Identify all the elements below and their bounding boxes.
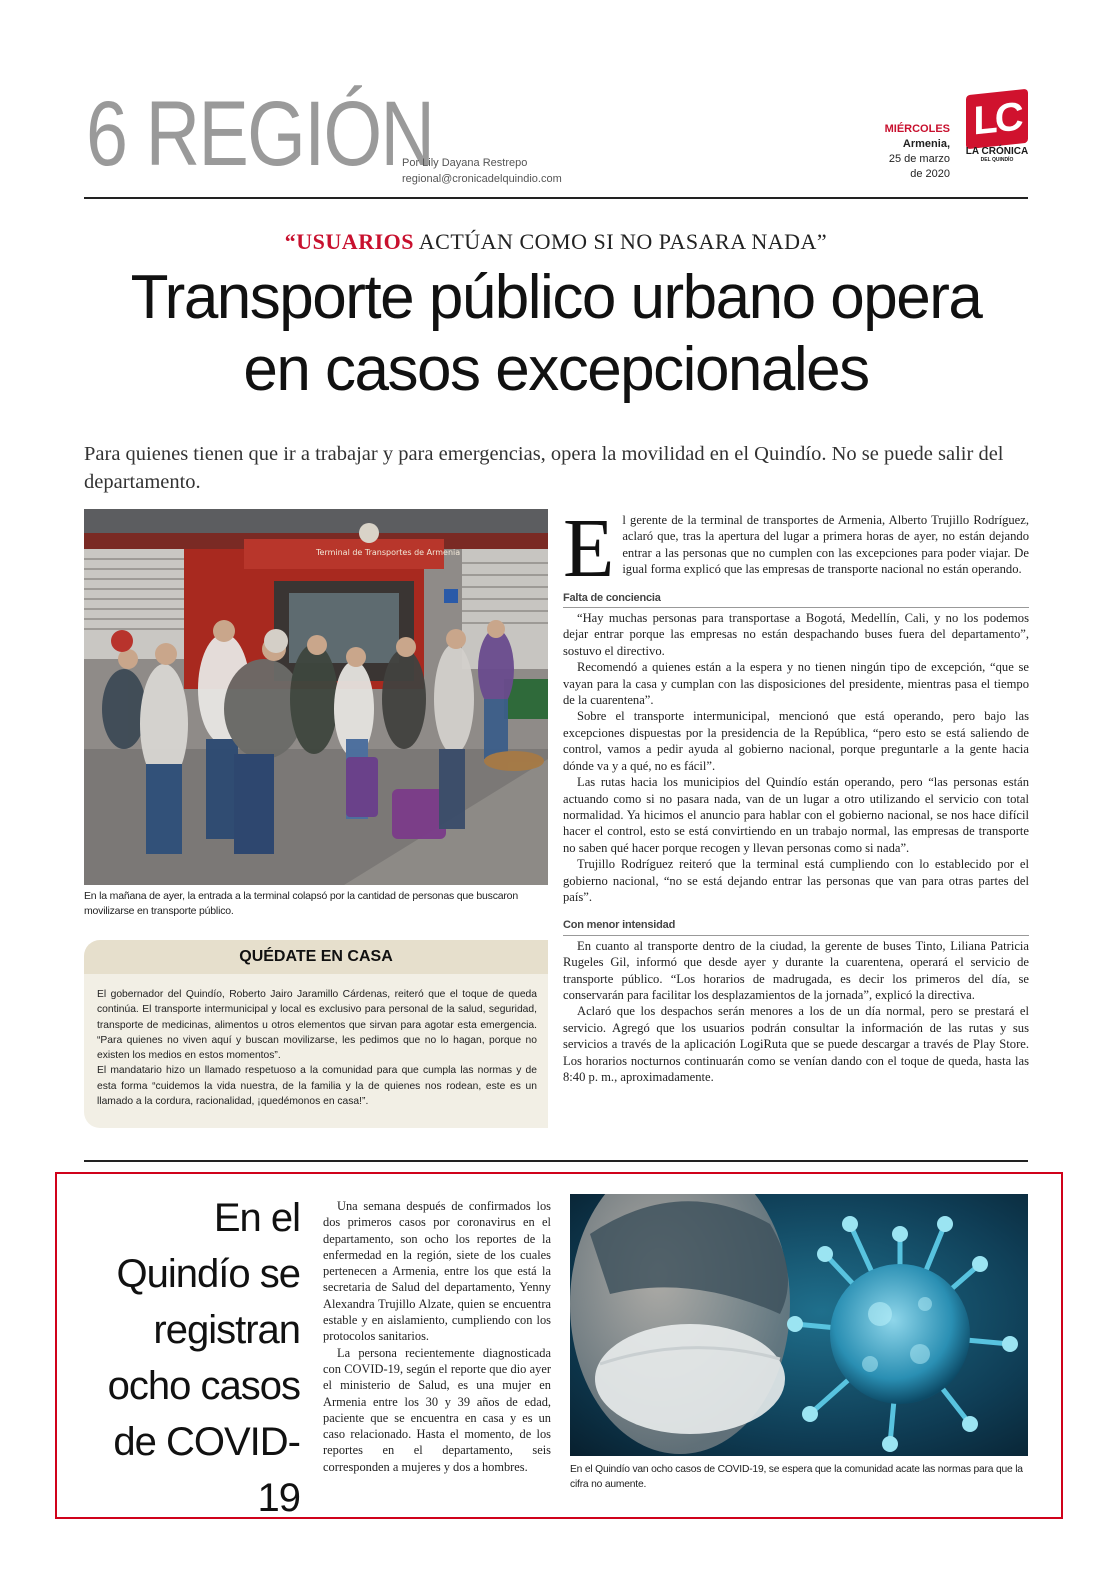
article-body	[563, 502, 1029, 1085]
article-paragraph: Aclaró que los despachos serán menores a los de un día normal, pero se prestará el servicio. Agregó que los usuarios podrán consultar la información de las rutas y sus servicios a través de la aplicación LogiRuta que se puede descargar a través de Play Store. Los horarios nocturnos continuarán como se venían dando con el toque de queda, hasta las 8:40 p. m., aproximadamente.	[563, 1004, 1029, 1084]
covid-photo	[570, 1194, 1028, 1456]
photo-sign-text: Terminal de Transportes de Armenia	[316, 548, 461, 557]
second-story-body	[323, 1198, 551, 1475]
photo-caption: En la mañana de ayer, la entrada a la terminal colapsó por la cantidad de personas que buscaron movilizarse en transporte público.	[84, 890, 518, 917]
second-story-paragraph: La persona recientemente diagnosticada con COVID-19, según el reporte que dio ayer el ministerio de Salud, es una mujer en Armenia entre los 30 y 39 años de edad, paciente que se encuentra en casa y es un caso relacionado. Hasta el momento, de los reportes en el departamento, seis corresponden a mujeres y dos a hombres.	[323, 1345, 551, 1474]
main-headline	[84, 262, 1028, 406]
kicker	[84, 229, 1028, 255]
logo-name	[962, 147, 1032, 163]
kicker-rest: ACTÚAN COMO SI NO PASARA NADA”	[414, 229, 828, 254]
logo-name-text: LA CRÓNICA	[965, 146, 1029, 157]
headline-line-1: Transporte público urbano opera	[130, 263, 982, 332]
subhead: Con menor intensidad	[563, 917, 1029, 935]
second-headline-line: de COVID-19	[113, 1420, 300, 1520]
page-number: 6	[86, 83, 127, 185]
sidebar-title: QUÉDATE EN CASA	[239, 948, 393, 965]
drop-cap: E	[563, 502, 615, 595]
issue-date-line2: de 2020	[910, 168, 950, 180]
article-paragraph: Recomendó a quienes están a la espera y no tienen ningún tipo de excepción, “que se vayan para la casa y cumplan con las disposiciones del presidente, mientras pasa el tiempo de la cuarentena”.	[563, 660, 1029, 708]
author-name: Por Lily Dayana Restrepo	[402, 157, 528, 169]
terminal-photo	[84, 509, 548, 885]
article-paragraph: Las rutas hacia los municipios del Quindío están operando, pero “las personas están actuando como si no pasara nada, van de un lugar a otro utilizando el servicio con total normalidad. Ya hicimos el anuncio para hablar con el gobierno nacional, se nos hace difícil hacer el control, esto se está convirtiendo en un trabajo normal, las empresas de transporte no saben qué hacer porque recogen y llevan personas como si nada”.	[563, 775, 1029, 855]
logo-mark: LC	[966, 89, 1028, 150]
second-headline-line: En el	[213, 1196, 300, 1240]
second-story-paragraph: Una semana después de confirmados los dos primeros casos por coronavirus en el departamento, son ocho los reportes de la enfermedad en la región, siete de los cuales pertenecen a Armenia, entre los que está la secretaria de Salud del departamento, Yenny Alexandra Trujillo Alzate, quien se encuentra estable y en aislamiento, cumpliendo con los protocolos sanitarios.	[323, 1199, 551, 1344]
sidebar-paragraph: El mandatario hizo un llamado respetuoso a la comunidad para que cumpla las normas y de esta forma “cuidemos la vida nuestra, de la familia y la de quienes nos rodean, este es un llamado a la cordura, racionalidad, ¡quedémonos en casa!”.	[97, 1065, 537, 1108]
issue-date	[880, 122, 950, 182]
byline	[402, 155, 562, 187]
article-lead: l gerente de la terminal de transportes de Armenia, Alberto Trujillo Rodríguez, aclaró que, tras la apertura del lugar a primera horas de ayer, no están dejando entrar a las personas que no cumplen con las excepciones para poder viajar. De igual forma explicó que las empresas de transporte nacional no están operando.	[622, 513, 1029, 577]
second-headline-line: registran	[153, 1308, 300, 1352]
issue-weekday: MIÉRCOLES	[884, 123, 950, 135]
subhead: Falta de conciencia	[563, 590, 1029, 608]
sidebar-paragraph: El gobernador del Quindío, Roberto Jairo Jaramillo Cárdenas, reiteró que el toque de queda continúa. El transporte intermunicipal y local es exclusivo para personal de la salud, seguridad, transporte de medicinas, alimentos u otros elementos que sirvan para agotar esta emergencia. “Para quienes no viven aquí y buscan movilizarse, les pedimos que no lo hagan, porque no existen los medios en estos momentos”.	[97, 989, 537, 1062]
article-paragraph	[563, 502, 1029, 595]
second-headline-line: Quindío se	[116, 1252, 300, 1296]
author-email[interactable]: regional@cronicadelquindio.com	[402, 173, 562, 185]
section-title	[86, 83, 434, 185]
newspaper-logo	[966, 92, 1028, 162]
logo-sub: DEL QUINDÍO	[980, 157, 1014, 163]
deck: Para quienes tienen que ir a trabajar y para emergencias, opera la movilidad en el Quindío. No se puede salir del departamento.	[84, 443, 1004, 493]
section-name: REGIÓN	[145, 83, 434, 185]
issue-city: Armenia,	[902, 138, 950, 150]
article-paragraph: Sobre el transporte intermunicipal, mencionó que está operando, pero bajo las excepciones dispuestas por la presidencia de la República, “pero esto se está saliendo de control, vamos a pedir ayuda al gobierno nacional, porque preguntarle a la gente hacia dónde va y a qué, no es fácil”.	[563, 709, 1029, 773]
kicker-highlight: “USUARIOS	[284, 229, 414, 254]
sidebar-text	[97, 987, 537, 1109]
header-divider	[84, 197, 1028, 199]
headline-line-2: en casos excepcionales	[243, 335, 869, 404]
article-paragraph: Trujillo Rodríguez reiteró que la terminal está cumpliendo con lo establecido por el gobierno nacional, “no se está dejando entrar las personas que van para otras partes del país”.	[563, 857, 1029, 904]
issue-date-line1: 25 de marzo	[888, 153, 950, 165]
covid-photo-caption: En el Quindío van ocho casos de COVID-19, se espera que la comunidad acate las normas para que la cifra no aumente.	[570, 1464, 1023, 1490]
second-headline	[82, 1190, 300, 1526]
second-headline-line: ocho casos	[107, 1364, 300, 1408]
story-divider	[84, 1160, 1028, 1162]
article-paragraph: “Hay muchas personas para transportase a Bogotá, Medellín, Cali, y no los podemos dejar entrar porque las empresas no están despachando buses fuera del departamento”, sostuvo el directivo.	[563, 611, 1029, 658]
article-paragraph: En cuanto al transporte dentro de la ciudad, la gerente de buses Tinto, Liliana Patricia Rugeles Gil, informó que desde ayer y durante la cuarentena, operará el servicio de transporte público. “Los horarios de madrugada, es decir los primeros del día, se conservarán para facilitar los desplazamientos de la jornada”, explicó la directiva.	[563, 938, 1029, 1002]
